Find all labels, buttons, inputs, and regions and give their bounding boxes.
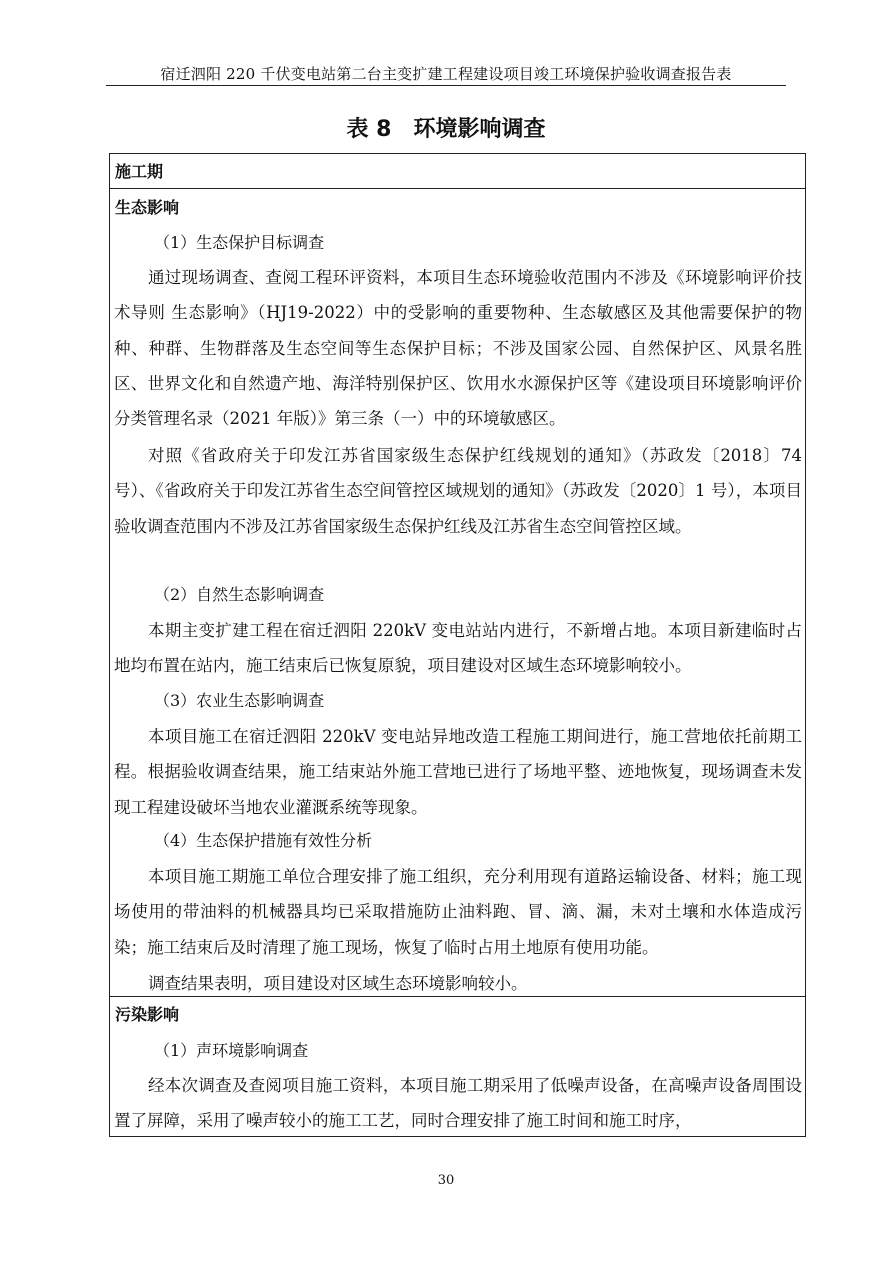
running-header: 宿迁泗阳 220 千伏变电站第二台主变扩建工程建设项目竣工环境保护验收调查报告表 bbox=[160, 65, 732, 83]
header-rule bbox=[106, 85, 786, 86]
pollution-sub-1: （1）声环境影响调查 bbox=[154, 1041, 309, 1060]
pollution-paragraph-1: 经本次调查及查阅项目施工资料，本项目施工期采用了低噪声设备，在高噪声设备周围设置了屏障，采用了噪声较小的施工工艺，同时合理安排了施工时间和施工时序， bbox=[114, 1076, 802, 1131]
pollution-heading: 污染影响 bbox=[115, 1005, 180, 1024]
pollution-section bbox=[110, 997, 805, 1137]
ecology-sub-1: （1）生态保护目标调查 bbox=[154, 233, 325, 252]
ecology-sub-2: （2）自然生态影响调查 bbox=[154, 585, 325, 604]
ecology-sub-4: （4）生态保护措施有效性分析 bbox=[154, 831, 373, 850]
page-number: 30 bbox=[437, 1173, 455, 1188]
construction-period-label: 施工期 bbox=[115, 162, 164, 181]
survey-table bbox=[109, 153, 806, 1137]
ecology-paragraph-5: 本项目施工期施工单位合理安排了施工组织，充分利用现有道路运输设备、材料；施工现场使用的带油料的机械器具均已采取措施防止油料跑、冒、滴、漏，未对土壤和水体造成污染；施工结束后及时清理了施工现场，恢复了临时占用土地原有使用功能。 bbox=[114, 867, 802, 957]
ecology-heading: 生态影响 bbox=[115, 198, 180, 217]
ecology-paragraph-6: 调查结果表明，项目建设对区域生态环境影响较小。 bbox=[148, 974, 528, 993]
construction-period-row bbox=[110, 154, 805, 189]
table-title: 表 8 环境影响调查 bbox=[346, 117, 546, 142]
ecology-paragraph-4: 本项目施工在宿迁泗阳 220kV 变电站异地改造工程施工期间进行，施工营地依托前期工程。根据验收调查结果，施工结束站外施工营地已进行了场地平整、迹地恢复，现场调查未发现工程建设破坏当地农业灌溉系统等现象。 bbox=[114, 727, 802, 817]
ecology-paragraph-2: 对照《省政府关于印发江苏省国家级生态保护红线规划的通知》（苏政发〔2018〕74 号）、《省政府关于印发江苏省生态空间管控区域规划的通知》（苏政发〔2020〕1 号），本项目验收调查范围内不涉及江苏省国家级生态保护红线及江苏省生态空间管控区域。 bbox=[114, 446, 802, 536]
ecology-paragraph-1: 通过现场调查、查阅工程环评资料，本项目生态环境验收范围内不涉及《环境影响评价技术导则 生态影响》（HJ19-2022）中的受影响的重要物种、生态敏感区及其他需要保护的物种、种群、生物群落及生态空间等生态保护目标；不涉及国家公园、自然保护区、风景名胜区、世界文化和自然遗产地、海洋特别保护区、饮用水水源保护区等《建设项目环境影响评价分类管理名录（2021 年版）》第三条（一）中的环境敏感区。 bbox=[114, 268, 802, 429]
ecology-paragraph-3: 本期主变扩建工程在宿迁泗阳 220kV 变电站站内进行，不新增占地。本项目新建临时占地均布置在站内，施工结束后已恢复原貌，项目建设对区域生态环境影响较小。 bbox=[114, 621, 802, 676]
ecology-section bbox=[110, 189, 805, 997]
ecology-sub-3: （3）农业生态影响调查 bbox=[154, 691, 325, 710]
